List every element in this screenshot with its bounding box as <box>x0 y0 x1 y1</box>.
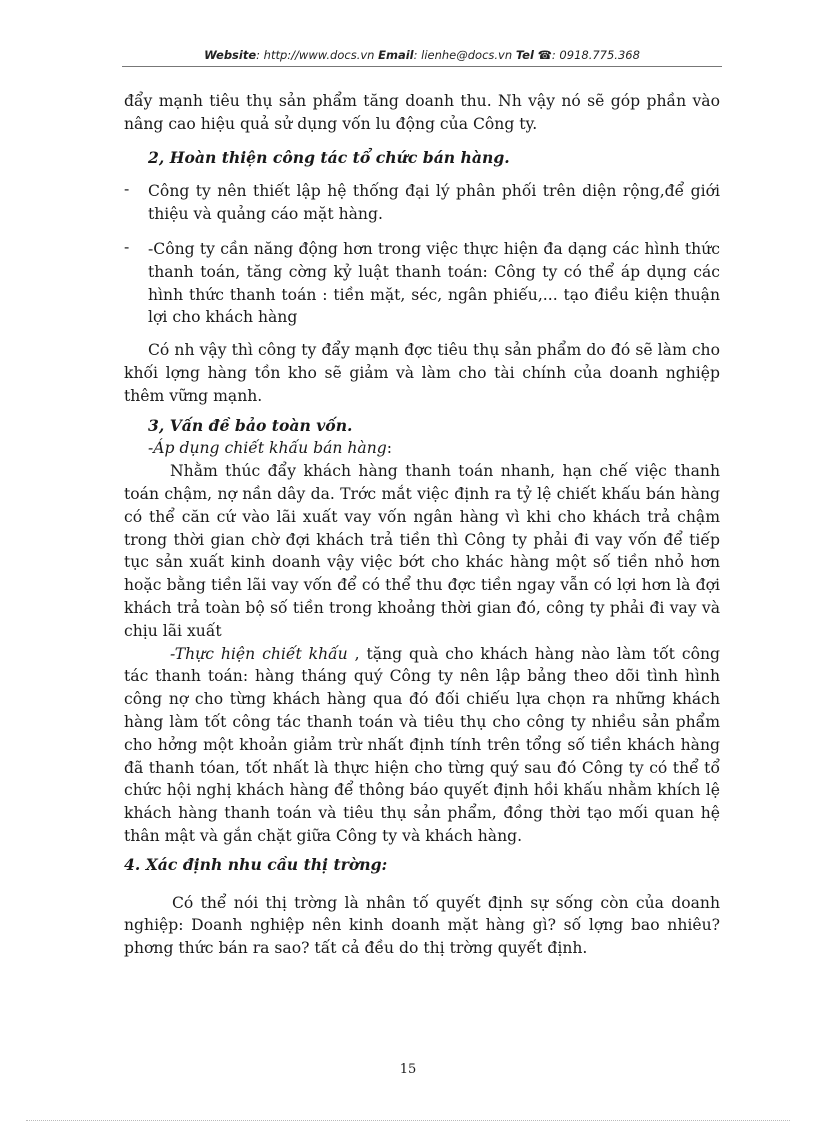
page-number: 15 <box>399 1062 417 1077</box>
paragraph-1: đẩy mạnh tiêu thụ sản phẩm tăng doanh thu. Nh vậy nó sẽ góp phần vào nâng cao hiệu quả sử dụng vốn lu động của Công ty. <box>124 92 720 133</box>
paragraph-4 <box>124 643 720 848</box>
page-header <box>122 48 722 62</box>
bullet-2-text: -Công ty cần năng động hơn trong việc thực hiện đa dạng các hình thức thanh toán, tăng cờng kỷ luật thanh toán: Công ty có thể áp dụng các hình thức thanh toán : tiền mặt, séc, ngân phiếu,... tạo điều kiện thuận lợi cho khách hàng <box>148 239 720 327</box>
heading-2: 2, Hoàn thiện công tác tổ chức bán hàng. <box>148 147 510 167</box>
footer-divider <box>26 1120 790 1121</box>
email-text: : lienhe@docs.vn <box>413 48 513 62</box>
website-text: : http://www.docs.vn <box>256 48 375 62</box>
tel-label: Tel <box>515 48 534 62</box>
bullet-1 <box>124 180 720 226</box>
document-body <box>124 90 720 960</box>
heading-4: 4. Xác định nhu cầu thị trờng: <box>124 854 388 874</box>
paragraph-5: Có thể nói thị trờng là nhân tố quyết định sự sống còn của doanh nghiệp: Doanh nghiệp nên kinh doanh mặt hàng gì? số lợng bao nhiêu? phơng thức bán ra sao? tất cả đều do thị trờng quyết định. <box>124 893 720 958</box>
bullet-1-text: Công ty nên thiết lập hệ thống đại lý phân phối trên diện rộng,để giới thiệu và quảng cáo mặt hàng. <box>148 182 720 224</box>
paragraph-3: Nhằm thúc đẩy khách hàng thanh toán nhanh, hạn chế việc thanh toán chậm, nợ nần dây da. Trớc mắt việc định ra tỷ lệ chiết khấu bán hàng có thể căn cứ vào lãi xuất vay vốn ngân hàng vì khi cho khách trả chậm trong thời gian chờ đợi khách trả tiền thì Công ty phải đi vay vốn để tiếp tục sản xuất kinh doanh vậy việc bớt cho khác hàng một số tiền nhỏ hơn hoặc bằng tiền lãi vay vốn để có thể thu đợc tiền ngay vẫn có lợi hơn là đợi khách trả toàn bộ số tiền trong khoảng thời gian đó, công ty phải đi vay và chịu lãi xuất <box>124 462 720 640</box>
header-rule <box>122 66 722 67</box>
subheading-discount-text: -Áp dụng chiết khấu bán hàng <box>148 439 387 458</box>
bullet-dash: - <box>124 237 130 256</box>
paragraph-4-text: , tặng quà cho khách hàng nào làm tốt công tác thanh toán: hàng tháng quý Công ty nên lập bảng theo dõi tình hình công nợ cho từng khách hàng qua đó đối chiếu lựa chọn ra những khách hàng làm tốt công tác thanh toán và tiêu thụ cho công ty nhiều sản phẩm cho hởng một khoản giảm trừ nhất định tính trên tổng số tiền khách hàng đã thanh tóan, tốt nhất là thực hiện cho từng quý sau đó Công ty có thể tổ chức hội nghị khách hàng để thông báo quyết định hồi khấu nhằm khích lệ khách hàng thanh toán và tiêu thụ sản phẩm, đồng thời tạo mối quan hệ thân mật và gắn chặt giữa Công ty và khách hàng. <box>124 644 720 845</box>
website-label: Website <box>204 48 257 62</box>
tel-text: : 0918.775.368 <box>551 48 640 62</box>
paragraph-4-lead: -Thực hiện chiết khấu <box>170 644 348 663</box>
bullet-2 <box>124 238 720 329</box>
heading-3: 3, Vấn đề bảo toàn vốn. <box>148 415 353 435</box>
subheading-colon: : <box>386 439 393 458</box>
phone-icon: ☎ <box>537 48 552 62</box>
bullet-dash: - <box>124 180 130 199</box>
paragraph-2: Có nh vậy thì công ty đẩy mạnh đợc tiêu thụ sản phẩm do đó sẽ làm cho khối lợng hàng tồn kho sẽ giảm và làm cho tài chính của doanh nghiệp thêm vững mạnh. <box>124 341 720 405</box>
subheading-discount <box>124 437 720 460</box>
email-label: Email <box>378 48 414 62</box>
